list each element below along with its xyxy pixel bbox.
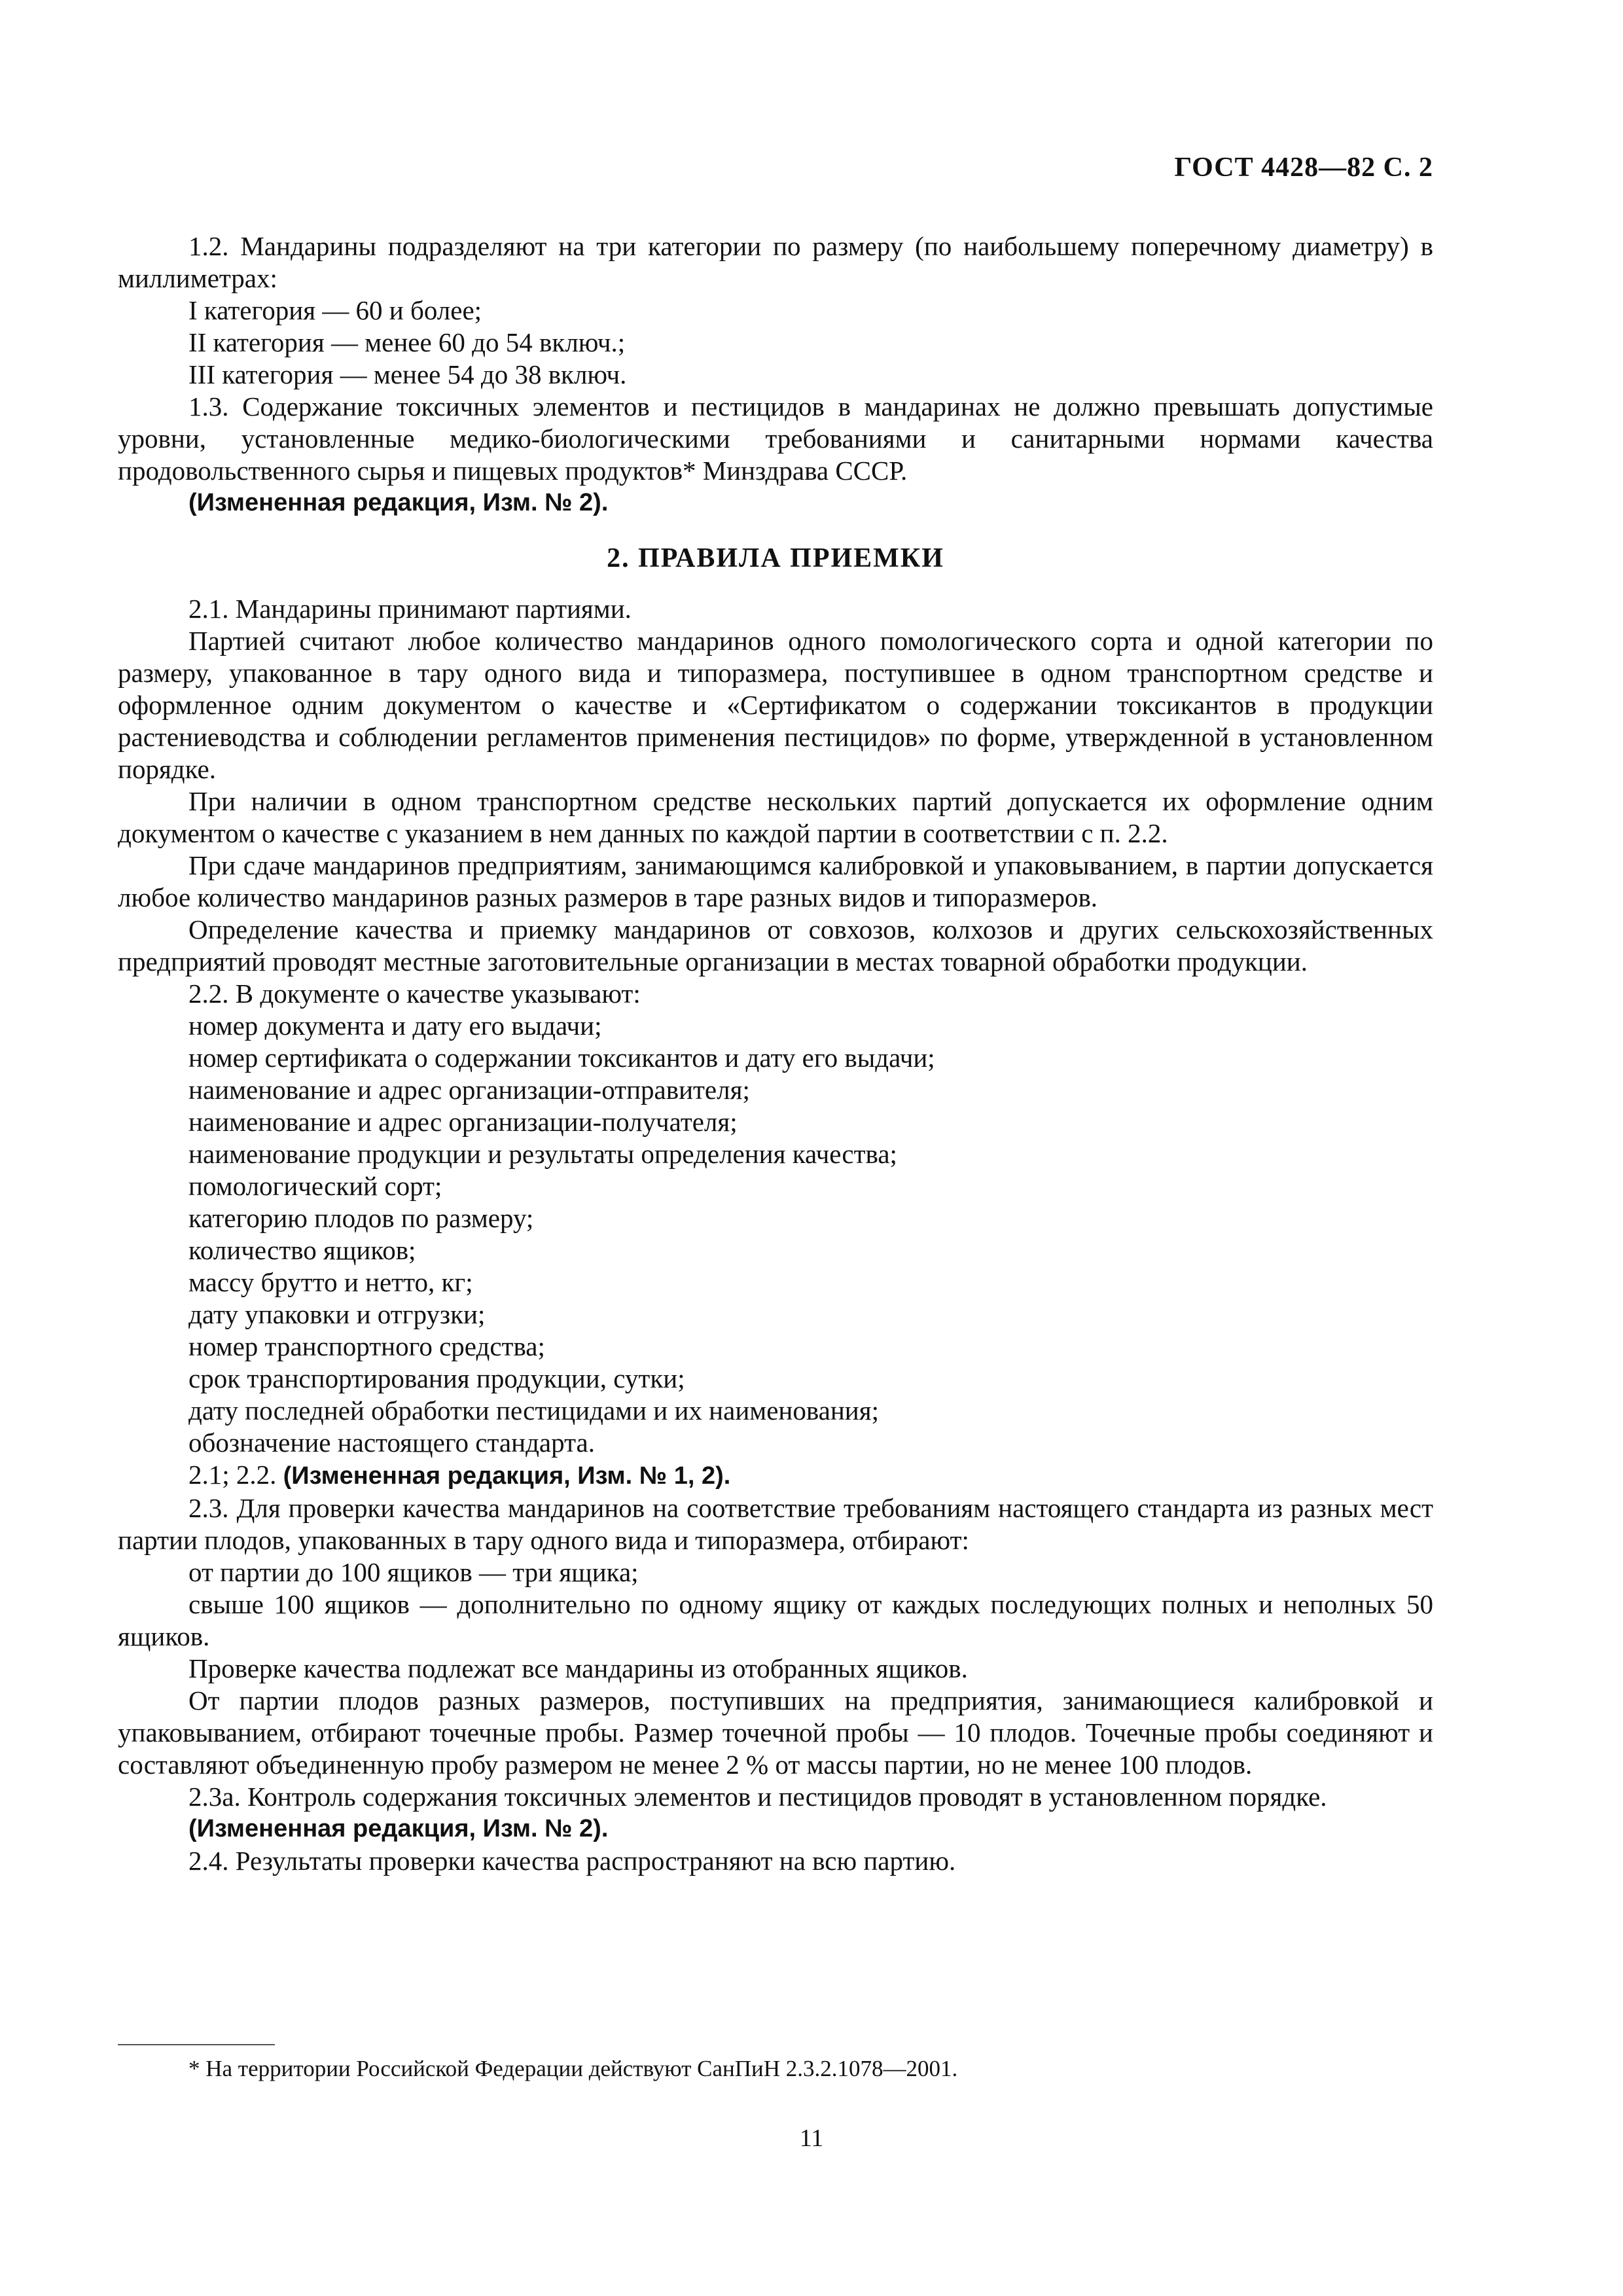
list-item: номер документа и дату его выдачи; xyxy=(188,1011,602,1041)
list-item: наименование продукции и результаты определения качества; xyxy=(188,1139,897,1169)
clause-1-2: 1.2. Мандарины подразделяют на три категории по размеру (по наибольшему поперечному диаметру) в миллиметрах: xyxy=(118,231,1433,293)
check-all-paragraph: Проверке качества подлежат все мандарины из отобранных ящиков. xyxy=(188,1653,968,1683)
list-item: помологический сорт; xyxy=(188,1171,442,1201)
list-item: количество ящиков; xyxy=(188,1235,416,1265)
list-item: дату последней обработки пестицидами и их наименования; xyxy=(188,1395,879,1426)
batch-definition: Партией считают любое количество мандаринов одного помологического сорта и одной категории по размеру, упакованное в тару одного вида и типоразмера, поступившее в одном транспортном средстве и оформленное одним документом о качестве и «Сертификатом о содержании токсикантов в продукции растениеводства и соблюдении регламентов применения пестицидов» по форме, утвержденной в установленном порядке. xyxy=(118,626,1433,784)
clause-2-1: 2.1. Мандарины принимают партиями. xyxy=(188,594,632,624)
amendment-note: (Измененная редакция, Изм. № 2). xyxy=(188,489,609,516)
clause-2-3a: 2.3а. Контроль содержания токсичных элементов и пестицидов проводят в установленном порядке. xyxy=(188,1782,1327,1812)
amendment-note-2 xyxy=(118,1459,1433,1492)
clause-2-4: 2.4. Результаты проверки качества распространяют на всю партию. xyxy=(188,1846,956,1876)
point-samples-paragraph: От партии плодов разных размеров, поступивших на предприятия, занимающиеся калибровкой и упаковыванием, отбирают точечные пробы. Размер точечной пробы — 10 плодов. Точечные пробы соединяют и составляют объединенную пробу размером не менее 2 % от массы партии, но не менее 100 плодов. xyxy=(118,1685,1433,1780)
footnote: * На территории Российской Федерации действуют СанПиН 2.3.2.1078—2001. xyxy=(188,2056,958,2081)
list-item: срок транспортирования продукции, сутки; xyxy=(188,1363,685,1393)
sample-rule-1: от партии до 100 ящиков — три ящика; xyxy=(188,1557,639,1587)
list-item: наименование и адрес организации-отправителя; xyxy=(188,1075,750,1105)
several-batches-paragraph: При наличии в одном транспортном средстве нескольких партий допускается их оформление одним документом о качестве с указанием в нем данных по каждой партии в соответствии с п. 2.2. xyxy=(118,786,1433,848)
footnote-divider xyxy=(118,2044,275,2045)
sample-rule-2: свыше 100 ящиков — дополнительно по одному ящику от каждых последующих полных и неполных 50 ящиков. xyxy=(118,1589,1433,1651)
amendment-clauses: 2.1; 2.2. xyxy=(188,1460,277,1490)
calibration-paragraph: При сдаче мандаринов предприятиям, занимающимся калибровкой и упаковыванием, в партии допускается любое количество мандаринов разных размеров в таре разных видов и типоразмеров. xyxy=(118,850,1433,912)
amendment-note-3: (Измененная редакция, Изм. № 2). xyxy=(188,1815,609,1842)
list-item: дату упаковки и отгрузки; xyxy=(188,1299,486,1329)
document-items-list xyxy=(118,1010,1433,1459)
size-category-1: I категория — 60 и более; xyxy=(188,295,482,325)
list-item: номер транспортного средства; xyxy=(188,1331,545,1361)
clause-2-3: 2.3. Для проверки качества мандаринов на соответствие требованиям настоящего стандарта из разных мест партии плодов, упакованных в тару одного вида и типоразмера, отбирают: xyxy=(118,1493,1433,1555)
size-category-3: III категория — менее 54 до 38 включ. xyxy=(188,359,627,389)
clause-2-2: 2.2. В документе о качестве указывают: xyxy=(188,978,641,1009)
list-item: массу брутто и нетто, кг; xyxy=(188,1267,473,1297)
page-number: 11 xyxy=(799,2125,824,2152)
list-item: номер сертификата о содержании токсикантов и дату его выдачи; xyxy=(188,1043,935,1073)
document-body xyxy=(118,230,1433,1877)
section-title: 2. ПРАВИЛА ПРИЕМКИ xyxy=(607,543,944,573)
list-item: категорию плодов по размеру; xyxy=(188,1203,534,1233)
list-item: обозначение настоящего стандарта. xyxy=(188,1427,595,1458)
size-category-2: II категория — менее 60 до 54 включ.; xyxy=(188,327,626,357)
amendment-label: (Измененная редакция, Изм. № 1, 2). xyxy=(283,1462,731,1490)
clause-1-3: 1.3. Содержание токсичных элементов и пестицидов в мандаринах не должно превышать допустимые уровни, установленные медико-биологическими требованиями и санитарными нормами качества продовольственного сырья и пищевых продуктов* Минздрава СССР. xyxy=(118,391,1433,486)
document-header: ГОСТ 4428—82 С. 2 xyxy=(1174,152,1433,183)
quality-acceptance-paragraph: Определение качества и приемку мандаринов от совхозов, колхозов и других сельскохозяйственных предприятий проводят местные заготовительные организации в местах товарной обработки продукции. xyxy=(118,914,1433,977)
list-item: наименование и адрес организации-получателя; xyxy=(188,1107,738,1137)
